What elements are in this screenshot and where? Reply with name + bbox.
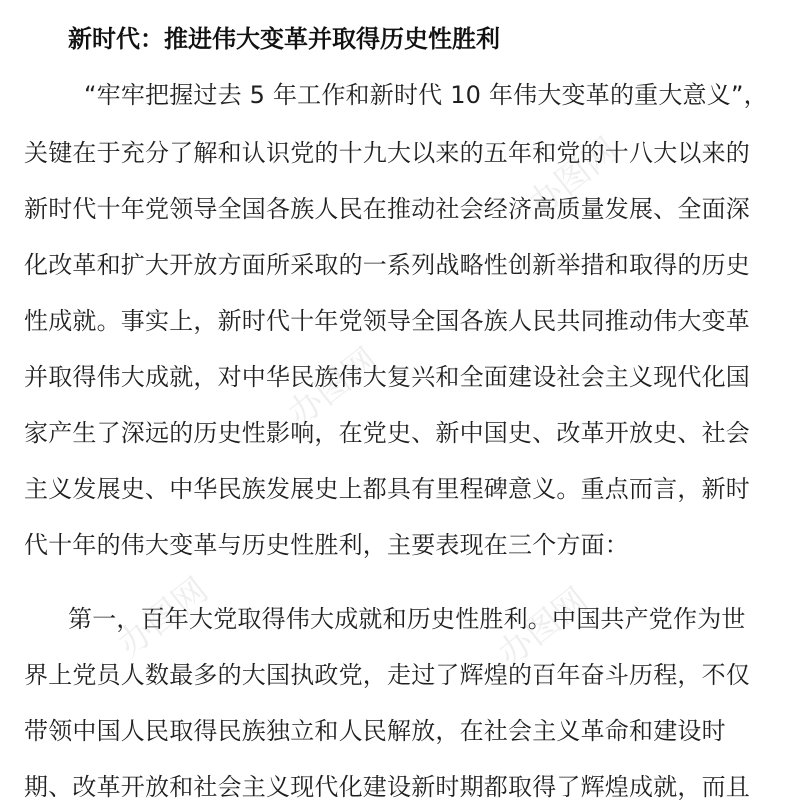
paragraph-line: 化改革和扩大开放方面所采取的一系列战略性创新举措和取得的历史 bbox=[24, 251, 750, 279]
watermark: 办图网 bbox=[490, 580, 596, 675]
paragraph-line: 期、改革开放和社会主义现代化建设新时期都取得了辉煌成就，而且 bbox=[24, 773, 750, 801]
document-heading: 新时代：推进伟大变革并取得历史性胜利 bbox=[68, 25, 500, 53]
watermark: 办图网 bbox=[520, 130, 626, 225]
paragraph-line: 界上党员人数最多的大国执政党，走过了辉煌的百年奋斗历程，不仅 bbox=[24, 661, 750, 689]
paragraph-line: 主义发展史、中华民族发展史上都具有里程碑意义。重点而言，新时 bbox=[24, 475, 750, 503]
paragraph-line: “牢牢把握过去 5 年工作和新时代 10 年伟大变革的重大意义”， bbox=[84, 81, 768, 109]
watermark: 办图网 bbox=[110, 570, 216, 665]
paragraph-line: 家产生了深远的历史性影响，在党史、新中国史、改革开放史、社会 bbox=[24, 419, 750, 447]
paragraph-line: 代十年的伟大变革与历史性胜利，主要表现在三个方面： bbox=[24, 531, 629, 559]
paragraph-line: 带领中国人民取得民族独立和人民解放，在社会主义革命和建设时 bbox=[24, 717, 726, 745]
paragraph-line: 性成就。事实上，新时代十年党领导全国各族人民共同推动伟大变革 bbox=[24, 307, 750, 335]
paragraph-line: 第一，百年大党取得伟大成就和历史性胜利。中国共产党作为世 bbox=[68, 605, 746, 633]
paragraph-line: 关键在于充分了解和认识党的十九大以来的五年和党的十八大以来的 bbox=[24, 139, 750, 167]
paragraph-line: 新时代十年党领导全国各族人民在推动社会经济高质量发展、全面深 bbox=[24, 195, 750, 223]
paragraph-line: 并取得伟大成就，对中华民族伟大复兴和全面建设社会主义现代化国 bbox=[24, 363, 750, 391]
watermark: 办图网 bbox=[280, 340, 386, 435]
